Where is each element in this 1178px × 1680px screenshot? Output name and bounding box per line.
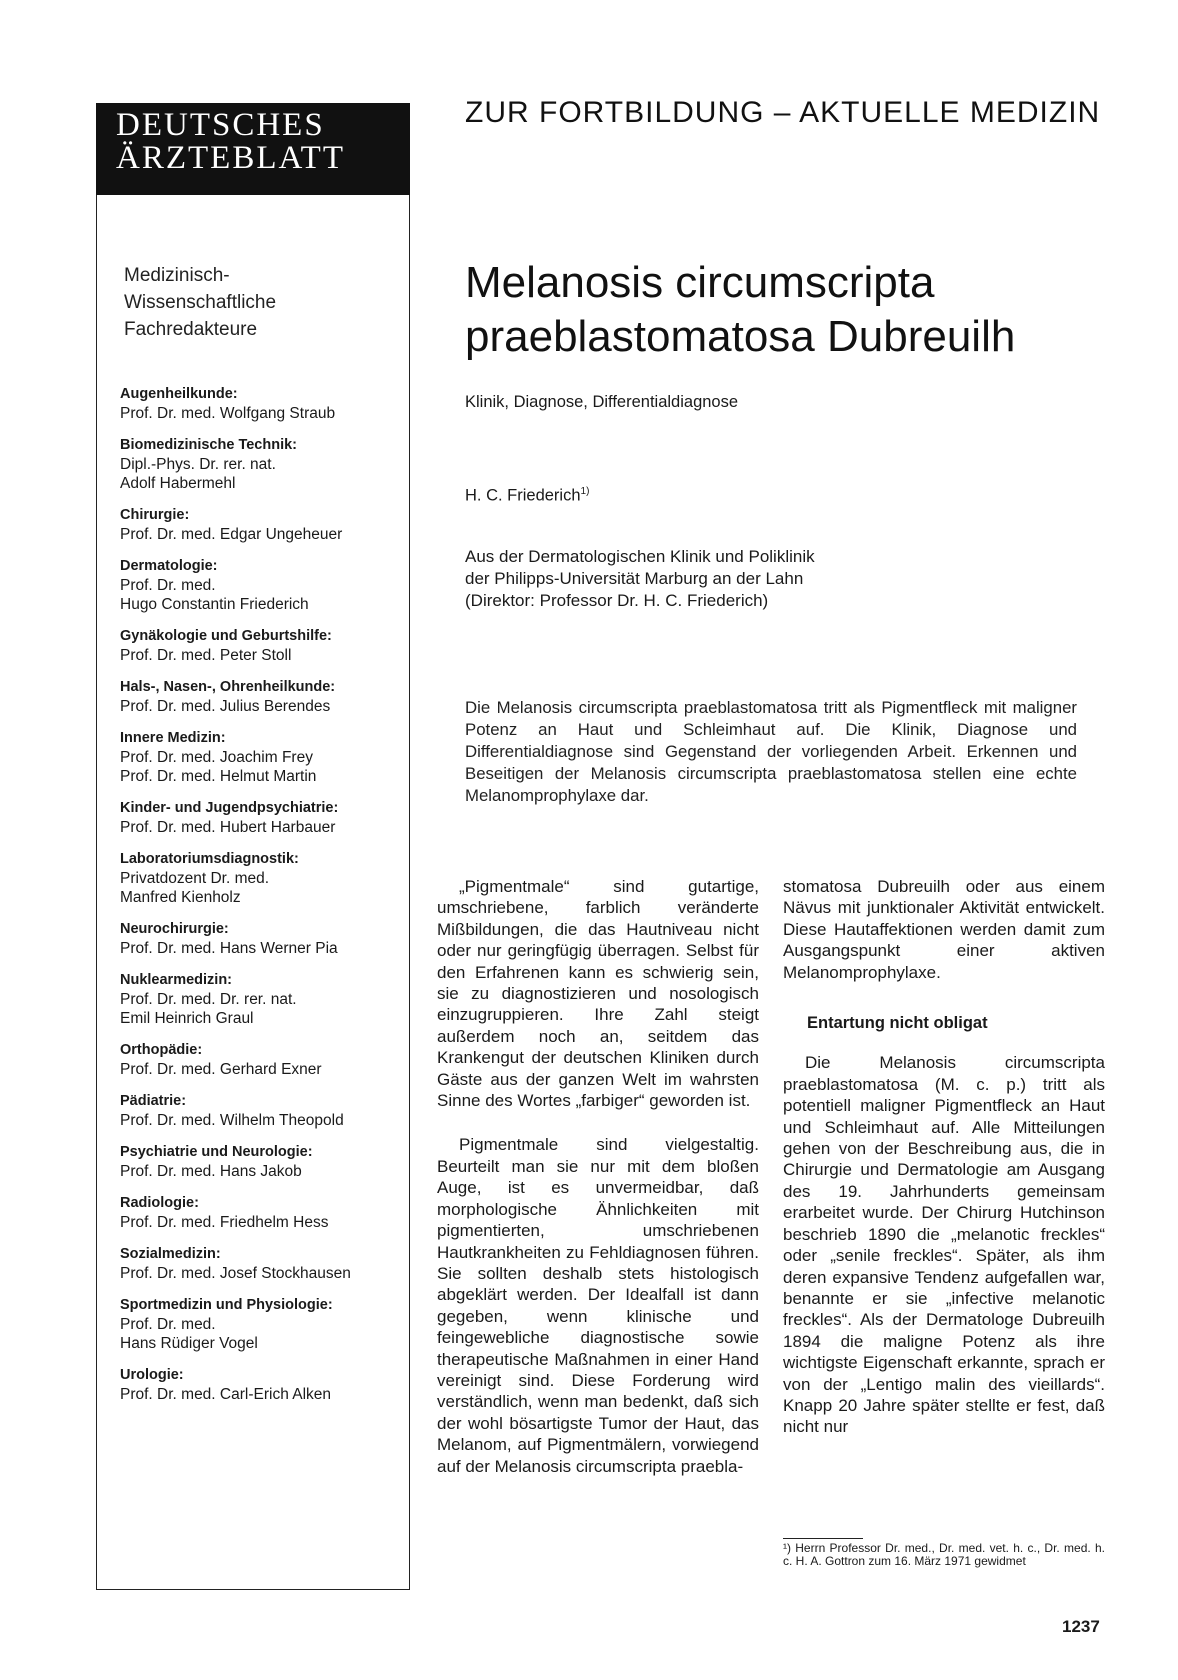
sidebar-heading-line: Fachredakteure — [124, 319, 258, 340]
editor-group — [120, 1041, 410, 1079]
editor-name: Prof. Dr. med. Helmut Martin — [120, 768, 317, 785]
editor-group — [120, 1092, 410, 1130]
editor-field: Gynäkologie und Geburtshilfe: — [120, 628, 332, 644]
editors-list — [120, 385, 410, 1417]
abstract: Die Melanosis circumscripta praeblastomatosa tritt als Pigmentfleck mit maligner Potenz an Haut und Schleimhaut auf. Die Klinik, Diagnose und Differentialdiagnose sind Gegenstand der vorliegenden Arbeit. Erkennen und Beseitigen der Melanosis circumscripta praeblastomatosa stellen eine echte Melanomprophylaxe dar. — [465, 698, 1077, 805]
editor-group — [120, 799, 410, 837]
editor-field: Sozialmedizin: — [120, 1246, 221, 1262]
body-paragraph: Pigmentmale sind vielgestaltig. Beurteilt man sie nur mit dem bloßen Auge, ist es unvermeidbar, daß morphologische Ähnlichkeiten mit pigmentierten, umschriebenen Hautkrankheiten zu Fehldiagnosen führen. Sie sollten deshalb stets histologisch abgeklärt werden. Der Idealfall ist dann gegeben, wenn klinische und feingewebliche diagnostische sowie therapeutische Maßnahmen in einer Hand vereinigt sind. Diese Forderung wird verständlich, wenn man bedenkt, daß sich der wohl bösartigste Tumor der Haut, das Melanom, auf Pigmentmälern, vorwiegend auf der Melanosis circumscripta praebla- — [437, 1135, 759, 1476]
editor-field: Orthopädie: — [120, 1042, 203, 1058]
author-footnote-marker: 1) — [580, 486, 590, 497]
editor-name: Prof. Dr. med. Dr. rer. nat. — [120, 991, 297, 1008]
editor-name: Manfred Kienholz — [120, 889, 241, 906]
editor-group — [120, 557, 410, 614]
editor-group — [120, 1366, 410, 1404]
editor-field: Kinder- und Jugendpsychiatrie: — [120, 800, 339, 816]
editor-field: Dermatologie: — [120, 558, 218, 574]
editor-name: Prof. Dr. med. Wolfgang Straub — [120, 405, 336, 422]
editor-field: Pädiatrie: — [120, 1093, 187, 1109]
editor-group — [120, 627, 410, 665]
journal-masthead — [96, 103, 410, 195]
editor-name: Prof. Dr. med. Hubert Harbauer — [120, 819, 336, 836]
editor-name: Prof. Dr. med. Josef Stockhausen — [120, 1265, 351, 1282]
editor-field: Augenheilkunde: — [120, 386, 238, 402]
body-column-2 — [783, 876, 1105, 1438]
author-line — [465, 486, 589, 506]
editor-name: Prof. Dr. med. — [120, 577, 216, 594]
editor-group — [120, 920, 410, 958]
sidebar-heading — [124, 262, 394, 343]
affiliation-line: (Direktor: Professor Dr. H. C. Friederich) — [465, 591, 769, 610]
editor-name: Adolf Habermehl — [120, 475, 236, 492]
affiliation-line: der Philipps-Universität Marburg an der Lahn — [465, 569, 804, 588]
author-name: H. C. Friederich — [465, 486, 581, 505]
editor-name: Hugo Constantin Friederich — [120, 596, 309, 613]
editor-name: Privatdozent Dr. med. — [120, 870, 270, 887]
affiliation — [465, 546, 1105, 612]
editor-field: Hals-, Nasen-, Ohrenheilkunde: — [120, 679, 336, 695]
page-number: 1237 — [1062, 1617, 1100, 1636]
editor-name: Prof. Dr. med. Peter Stoll — [120, 647, 292, 664]
body-paragraph: Die Melanosis circumscripta praeblastomatosa (M. c. p.) tritt als potentiell maligner Pigmentfleck an Haut und Schleimhaut auf. Alle Mitteilungen gehen von der Beschreibung aus, die in Chirurgie und Dermatologie am Ausgang des 19. Jahrhunderts gemeinsam erarbeitet wurde. Der Chirurg Hutchinson beschrieb 1890 die „melanotic freckles“ oder „senile freckles“. Später, als ihm deren expansive Tendenz aufgefallen war, benannte er sie „infective melanotic freckles“. Als der Dermatologe Dubreuilh 1894 die maligne Potenz als ihre wichtigste Eigenschaft erkannte, sprach er von der „Lentigo malin des vieillards“. Knapp 20 Jahre später stellte er fest, daß nicht nur — [783, 1053, 1105, 1437]
editor-group — [120, 729, 410, 786]
body-paragraph: stomatosa Dubreuilh oder aus einem Nävus mit junktionaler Aktivität entwickelt. Diese Hautaffektionen werden damit zum Ausgangspunkt einer aktiven Melanomprophylaxe. — [783, 877, 1105, 982]
editor-name: Dipl.-Phys. Dr. rer. nat. — [120, 456, 276, 473]
editor-name: Emil Heinrich Graul — [120, 1010, 254, 1027]
article-subtitle: Klinik, Diagnose, Differentialdiagnose — [465, 393, 739, 411]
article-title-line: praeblastomatosa Dubreuilh — [465, 312, 1016, 361]
sidebar-heading-line: Wissenschaftliche — [124, 292, 277, 313]
editor-group — [120, 436, 410, 493]
masthead-line-2: ÄRZTEBLATT — [116, 140, 345, 176]
footnote-rule — [783, 1538, 863, 1539]
masthead-line-1: DEUTSCHES — [116, 107, 325, 143]
editor-name: Prof. Dr. med. Julius Berendes — [120, 698, 331, 715]
editor-field: Biomedizinische Technik: — [120, 437, 297, 453]
editor-name: Prof. Dr. med. Gerhard Exner — [120, 1061, 322, 1078]
article-title-line: Melanosis circumscripta — [465, 258, 935, 307]
editor-field: Chirurgie: — [120, 507, 190, 523]
affiliation-line: Aus der Dermatologischen Klinik und Poliklinik — [465, 547, 815, 566]
editor-name: Prof. Dr. med. Carl-Erich Alken — [120, 1386, 332, 1403]
editor-name: Prof. Dr. med. Hans Werner Pia — [120, 940, 338, 957]
article-title — [465, 256, 1125, 364]
editor-group — [120, 1296, 410, 1353]
editor-field: Neurochirurgie: — [120, 921, 229, 937]
editor-group — [120, 1245, 410, 1283]
editor-name: Prof. Dr. med. Friedhelm Hess — [120, 1214, 329, 1231]
section-subheading: Entartung nicht obligat — [807, 1014, 988, 1033]
editor-name: Hans Rüdiger Vogel — [120, 1335, 258, 1352]
editor-field: Psychiatrie und Neurologie: — [120, 1144, 313, 1160]
editor-name: Prof. Dr. med. Joachim Frey — [120, 749, 313, 766]
editor-field: Sportmedizin und Physiologie: — [120, 1297, 333, 1313]
editor-group — [120, 385, 410, 423]
editor-name: Prof. Dr. med. Edgar Ungeheuer — [120, 526, 343, 543]
editor-name: Prof. Dr. med. — [120, 1316, 216, 1333]
editor-group — [120, 1194, 410, 1232]
editor-field: Innere Medizin: — [120, 730, 226, 746]
editor-field: Urologie: — [120, 1367, 184, 1383]
sidebar-heading-line: Medizinisch- — [124, 265, 230, 286]
editor-field: Laboratoriumsdiagnostik: — [120, 851, 299, 867]
editor-name: Prof. Dr. med. Hans Jakob — [120, 1163, 302, 1180]
editor-group — [120, 971, 410, 1028]
editor-group — [120, 678, 410, 716]
body-paragraph: „Pigmentmale“ sind gutartige, umschriebene, farblich veränderte Mißbildungen, die das Hautniveau nicht oder nur geringfügig überragen. Selbst für den Erfahrenen kann es schwierig sein, sie zu diagnostizieren und nosologisch einzugruppieren. Ihre Zahl steigt außerdem noch an, seitdem das Krankengut der deutschen Kliniken durch Gäste aus der ganzen Welt im wahrsten Sinne des Wortes „farbiger“ geworden ist. — [437, 877, 759, 1111]
editor-field: Radiologie: — [120, 1195, 199, 1211]
footnote: ¹) Herrn Professor Dr. med., Dr. med. vet. h. c., Dr. med. h. c. H. A. Gottron zum 16. März 1971 gewidmet — [783, 1541, 1105, 1568]
editor-group — [120, 506, 410, 544]
editor-field: Nuklearmedizin: — [120, 972, 232, 988]
editor-group — [120, 1143, 410, 1181]
section-title: ZUR FORTBILDUNG – AKTUELLE MEDIZIN — [465, 96, 1101, 129]
editor-group — [120, 850, 410, 907]
editor-name: Prof. Dr. med. Wilhelm Theopold — [120, 1112, 344, 1129]
body-column-1 — [437, 876, 759, 1477]
